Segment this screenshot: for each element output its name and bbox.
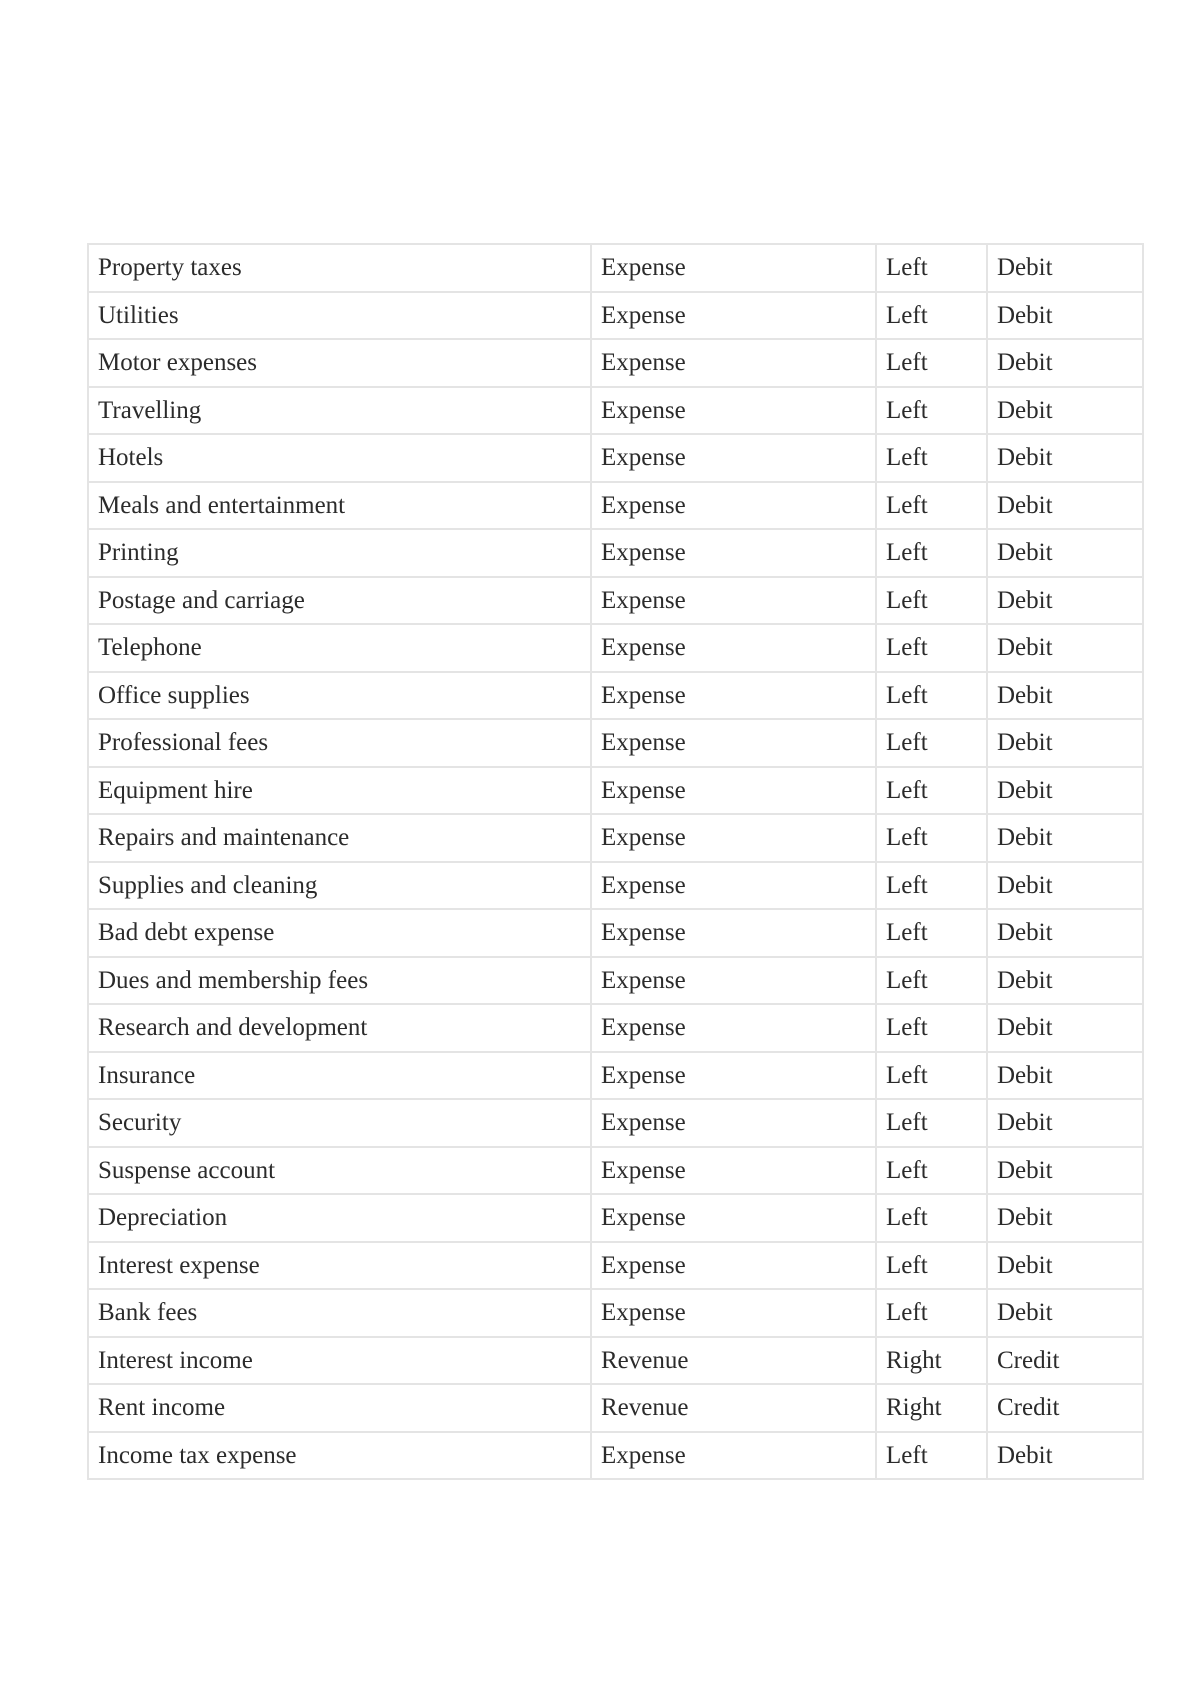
- account-type-cell: Expense: [591, 1194, 876, 1242]
- account-type-cell: Expense: [591, 957, 876, 1005]
- debit-credit-cell: Debit: [987, 1147, 1143, 1195]
- account-type-cell: Expense: [591, 862, 876, 910]
- debit-credit-cell: Debit: [987, 1004, 1143, 1052]
- account-type-cell: Expense: [591, 1052, 876, 1100]
- account-type-cell: Expense: [591, 339, 876, 387]
- account-name-cell: Professional fees: [88, 719, 591, 767]
- account-type-cell: Revenue: [591, 1384, 876, 1432]
- account-name-cell: Income tax expense: [88, 1432, 591, 1480]
- account-name-cell: Rent income: [88, 1384, 591, 1432]
- debit-credit-cell: Debit: [987, 1242, 1143, 1290]
- account-classification-table: [87, 243, 1144, 1480]
- table-row: [88, 1242, 1143, 1290]
- table-row: [88, 1147, 1143, 1195]
- debit-credit-cell: Credit: [987, 1384, 1143, 1432]
- debit-credit-cell: Debit: [987, 1432, 1143, 1480]
- account-type-cell: Expense: [591, 577, 876, 625]
- table-row: [88, 1337, 1143, 1385]
- account-name-cell: Telephone: [88, 624, 591, 672]
- account-name-cell: Utilities: [88, 292, 591, 340]
- debit-credit-cell: Debit: [987, 387, 1143, 435]
- account-name-cell: Suspense account: [88, 1147, 591, 1195]
- table-row: [88, 909, 1143, 957]
- side-cell: Left: [876, 434, 987, 482]
- debit-credit-cell: Debit: [987, 1099, 1143, 1147]
- account-name-cell: Research and development: [88, 1004, 591, 1052]
- side-cell: Right: [876, 1384, 987, 1432]
- account-type-cell: Expense: [591, 1004, 876, 1052]
- table-row: [88, 482, 1143, 530]
- side-cell: Left: [876, 292, 987, 340]
- account-type-cell: Expense: [591, 244, 876, 292]
- account-type-cell: Expense: [591, 672, 876, 720]
- account-name-cell: Insurance: [88, 1052, 591, 1100]
- table-row: [88, 387, 1143, 435]
- side-cell: Left: [876, 1194, 987, 1242]
- debit-credit-cell: Debit: [987, 339, 1143, 387]
- debit-credit-cell: Debit: [987, 624, 1143, 672]
- side-cell: Left: [876, 909, 987, 957]
- side-cell: Left: [876, 1432, 987, 1480]
- account-name-cell: Depreciation: [88, 1194, 591, 1242]
- debit-credit-cell: Debit: [987, 292, 1143, 340]
- table-row: [88, 957, 1143, 1005]
- account-type-cell: Expense: [591, 1242, 876, 1290]
- side-cell: Left: [876, 577, 987, 625]
- account-name-cell: Security: [88, 1099, 591, 1147]
- account-type-cell: Expense: [591, 1099, 876, 1147]
- debit-credit-cell: Debit: [987, 482, 1143, 530]
- debit-credit-cell: Debit: [987, 909, 1143, 957]
- side-cell: Left: [876, 862, 987, 910]
- table-row: [88, 529, 1143, 577]
- side-cell: Left: [876, 624, 987, 672]
- debit-credit-cell: Debit: [987, 434, 1143, 482]
- side-cell: Left: [876, 719, 987, 767]
- account-name-cell: Postage and carriage: [88, 577, 591, 625]
- side-cell: Left: [876, 1004, 987, 1052]
- account-name-cell: Property taxes: [88, 244, 591, 292]
- account-name-cell: Repairs and maintenance: [88, 814, 591, 862]
- table-row: [88, 577, 1143, 625]
- account-name-cell: Travelling: [88, 387, 591, 435]
- table-body: [88, 244, 1143, 1479]
- account-name-cell: Bad debt expense: [88, 909, 591, 957]
- account-name-cell: Printing: [88, 529, 591, 577]
- debit-credit-cell: Debit: [987, 767, 1143, 815]
- side-cell: Left: [876, 672, 987, 720]
- account-type-cell: Revenue: [591, 1337, 876, 1385]
- side-cell: Left: [876, 387, 987, 435]
- table-row: [88, 719, 1143, 767]
- table-row: [88, 1099, 1143, 1147]
- side-cell: Left: [876, 1147, 987, 1195]
- account-type-cell: Expense: [591, 767, 876, 815]
- debit-credit-cell: Debit: [987, 529, 1143, 577]
- account-name-cell: Hotels: [88, 434, 591, 482]
- side-cell: Left: [876, 339, 987, 387]
- account-name-cell: Interest expense: [88, 1242, 591, 1290]
- debit-credit-cell: Debit: [987, 719, 1143, 767]
- debit-credit-cell: Credit: [987, 1337, 1143, 1385]
- debit-credit-cell: Debit: [987, 1194, 1143, 1242]
- debit-credit-cell: Debit: [987, 577, 1143, 625]
- table-row: [88, 624, 1143, 672]
- side-cell: Left: [876, 1242, 987, 1290]
- table-row: [88, 814, 1143, 862]
- account-name-cell: Office supplies: [88, 672, 591, 720]
- account-name-cell: Bank fees: [88, 1289, 591, 1337]
- account-name-cell: Supplies and cleaning: [88, 862, 591, 910]
- account-name-cell: Meals and entertainment: [88, 482, 591, 530]
- account-type-cell: Expense: [591, 624, 876, 672]
- account-type-cell: Expense: [591, 909, 876, 957]
- side-cell: Left: [876, 957, 987, 1005]
- account-type-cell: Expense: [591, 1289, 876, 1337]
- account-type-cell: Expense: [591, 814, 876, 862]
- account-type-cell: Expense: [591, 529, 876, 577]
- debit-credit-cell: Debit: [987, 862, 1143, 910]
- table-row: [88, 1004, 1143, 1052]
- account-type-cell: Expense: [591, 482, 876, 530]
- side-cell: Left: [876, 767, 987, 815]
- account-type-cell: Expense: [591, 1432, 876, 1480]
- account-type-cell: Expense: [591, 434, 876, 482]
- table-row: [88, 1432, 1143, 1480]
- side-cell: Left: [876, 1052, 987, 1100]
- debit-credit-cell: Debit: [987, 1052, 1143, 1100]
- table-row: [88, 339, 1143, 387]
- account-type-cell: Expense: [591, 292, 876, 340]
- side-cell: Right: [876, 1337, 987, 1385]
- table-row: [88, 292, 1143, 340]
- table-row: [88, 1384, 1143, 1432]
- table-row: [88, 1289, 1143, 1337]
- table-row: [88, 434, 1143, 482]
- account-name-cell: Motor expenses: [88, 339, 591, 387]
- table-row: [88, 1194, 1143, 1242]
- account-classification-table-wrapper: [87, 243, 1142, 1480]
- table-row: [88, 1052, 1143, 1100]
- table-row: [88, 862, 1143, 910]
- account-name-cell: Dues and membership fees: [88, 957, 591, 1005]
- debit-credit-cell: Debit: [987, 672, 1143, 720]
- account-name-cell: Equipment hire: [88, 767, 591, 815]
- debit-credit-cell: Debit: [987, 814, 1143, 862]
- table-row: [88, 672, 1143, 720]
- debit-credit-cell: Debit: [987, 1289, 1143, 1337]
- table-row: [88, 767, 1143, 815]
- side-cell: Left: [876, 814, 987, 862]
- debit-credit-cell: Debit: [987, 957, 1143, 1005]
- side-cell: Left: [876, 1289, 987, 1337]
- account-type-cell: Expense: [591, 1147, 876, 1195]
- side-cell: Left: [876, 1099, 987, 1147]
- account-name-cell: Interest income: [88, 1337, 591, 1385]
- account-type-cell: Expense: [591, 387, 876, 435]
- table-row: [88, 244, 1143, 292]
- debit-credit-cell: Debit: [987, 244, 1143, 292]
- side-cell: Left: [876, 244, 987, 292]
- side-cell: Left: [876, 529, 987, 577]
- side-cell: Left: [876, 482, 987, 530]
- account-type-cell: Expense: [591, 719, 876, 767]
